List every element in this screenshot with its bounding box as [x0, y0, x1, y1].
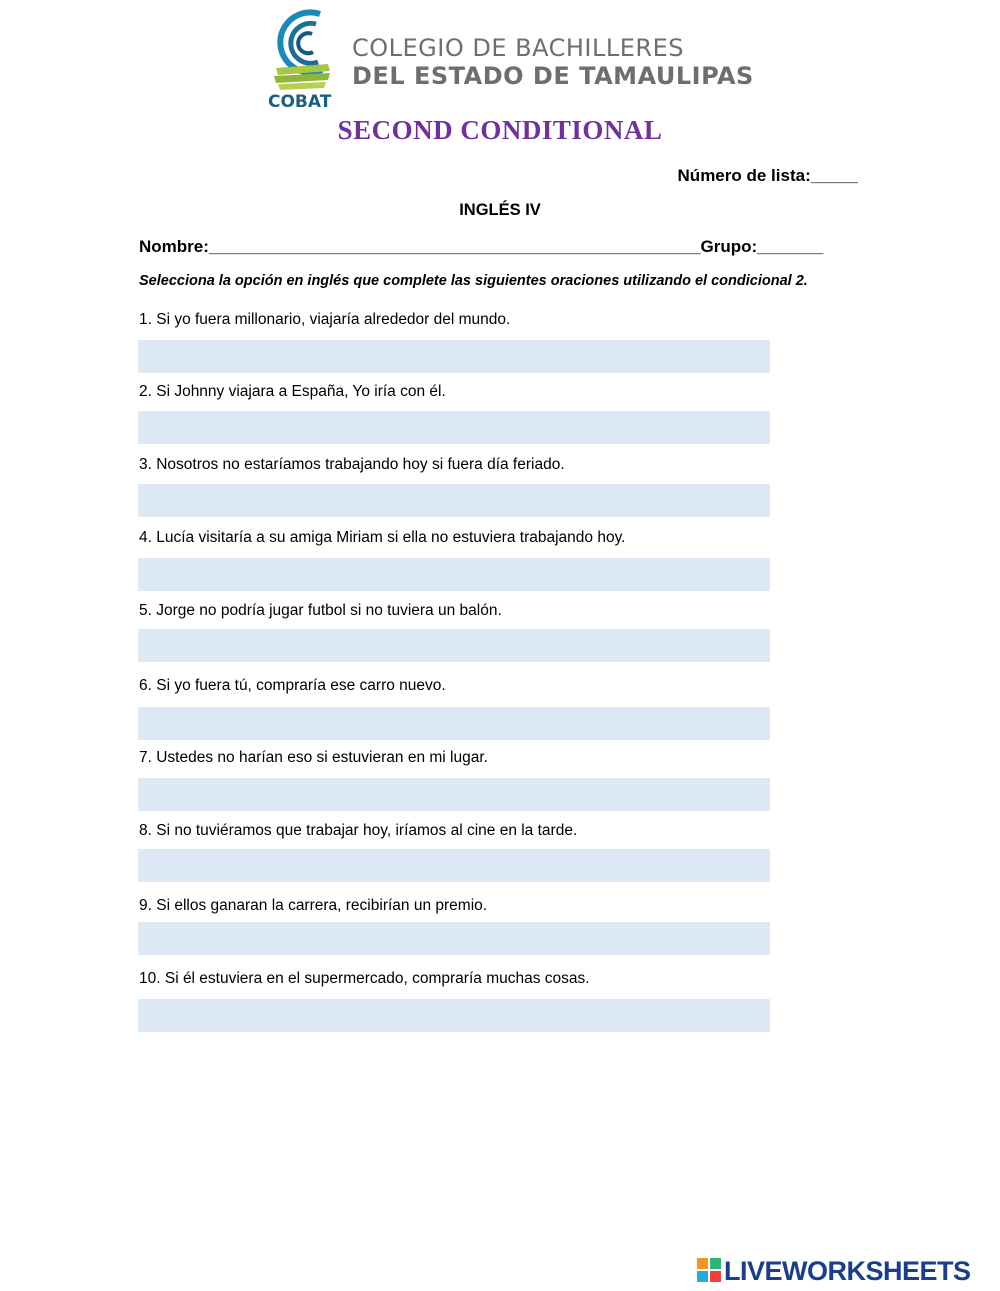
instructions: Selecciona la opción en inglés que complete las siguientes oraciones utilizando el condicional 2. [139, 273, 808, 289]
answer-box-2[interactable] [138, 411, 770, 444]
answer-box-3[interactable] [138, 484, 770, 517]
school-name-line2: DEL ESTADO DE TAMAULIPAS [352, 62, 754, 90]
question-6: 6. Si yo fuera tú, compraría ese carro nuevo. [139, 677, 446, 694]
answer-box-9[interactable] [138, 922, 770, 955]
answer-box-7[interactable] [138, 778, 770, 811]
answer-box-4[interactable] [138, 558, 770, 591]
answer-box-10[interactable] [138, 999, 770, 1032]
question-3: 3. Nosotros no estaríamos trabajando hoy si fuera día feriado. [139, 456, 565, 473]
school-logo [268, 8, 754, 114]
question-2: 2. Si Johnny viajara a España, Yo iría con él. [139, 383, 446, 400]
school-name-line1: COLEGIO DE BACHILLERES [352, 34, 684, 62]
liveworksheets-wordmark: LIVEWORKSHEETS [724, 1256, 971, 1286]
name-group-line: Nombre:____________________________________________________Grupo:_______ [139, 237, 824, 256]
liveworksheets-logo-icon [697, 1258, 721, 1282]
question-7: 7. Ustedes no harían eso si estuvieran en mi lugar. [139, 749, 488, 766]
question-5: 5. Jorge no podría jugar futbol si no tuviera un balón. [139, 602, 502, 619]
answer-box-1[interactable] [138, 340, 770, 373]
question-8: 8. Si no tuviéramos que trabajar hoy, iríamos al cine en la tarde. [139, 822, 578, 839]
liveworksheets-brand [697, 1256, 997, 1284]
question-9: 9. Si ellos ganaran la carrera, recibirían un premio. [139, 897, 488, 914]
cobat-emblem-icon [268, 8, 348, 98]
question-1: 1. Si yo fuera millonario, viajaría alrededor del mundo. [139, 311, 511, 328]
question-4: 4. Lucía visitaría a su amiga Miriam si ella no estuviera trabajando hoy. [139, 529, 626, 546]
worksheet-title: SECOND CONDITIONAL [337, 115, 663, 145]
answer-box-8[interactable] [138, 849, 770, 882]
answer-box-5[interactable] [138, 629, 770, 662]
subject-label: INGLÉS IV [459, 201, 541, 219]
logo-abbrev: COBAT [268, 92, 332, 112]
answer-box-6[interactable] [138, 707, 770, 740]
list-number-field: Número de lista:_____ [677, 166, 858, 185]
question-10: 10. Si él estuviera en el supermercado, compraría muchas cosas. [139, 970, 590, 987]
